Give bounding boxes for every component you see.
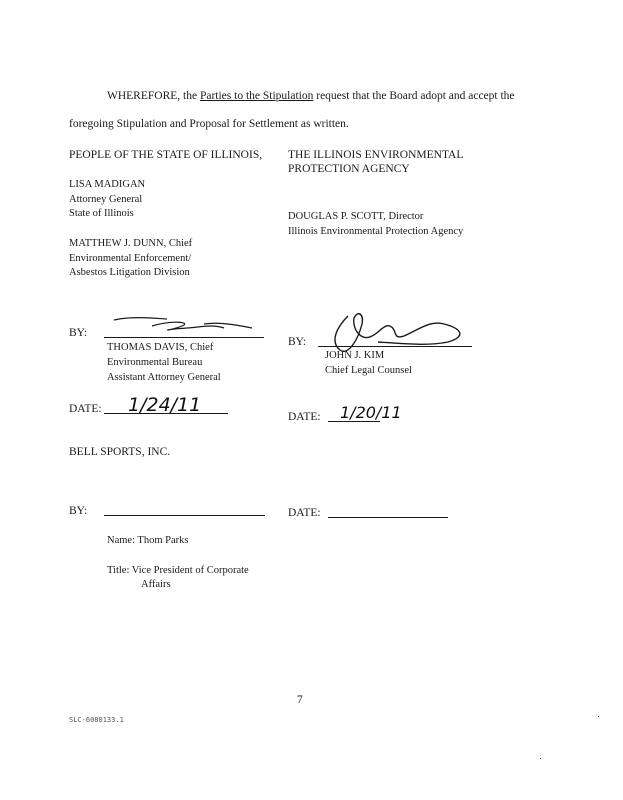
scan-speck: [598, 716, 599, 717]
director-name: DOUGLAS P. SCOTT, Director: [288, 211, 424, 222]
director-agency: Illinois Environmental Protection Agency: [288, 226, 464, 237]
chief-division-1: Environmental Enforcement/: [69, 253, 192, 264]
right-signature-line: [318, 346, 472, 347]
intro-line-2: foregoing Stipulation and Proposal for Settlement as written.: [69, 118, 349, 130]
left-signer-bureau: Environmental Bureau: [107, 357, 203, 368]
company-name: BELL SPORTS, INC.: [69, 446, 171, 458]
left-signature-scrawl: [112, 314, 262, 338]
right-party-header-2: PROTECTION AGENCY: [288, 163, 410, 175]
document-id: SLC-6080133.1: [69, 716, 124, 724]
ag-name: LISA MADIGAN: [69, 179, 146, 190]
left-by-label: BY:: [69, 327, 88, 339]
right-date-value: 1/20/11: [340, 403, 402, 422]
intro-line-1: [107, 89, 515, 103]
bell-signature-line: [104, 515, 265, 516]
scan-speck: [540, 758, 541, 759]
left-signature-line: [104, 337, 264, 338]
left-party-header: PEOPLE OF THE STATE OF ILLINOIS,: [69, 149, 263, 161]
bell-title-1: Title: Vice President of Corporate: [107, 565, 249, 576]
intro-suffix: request that the Board adopt and accept the: [313, 90, 515, 102]
right-party-header-1: THE ILLINOIS ENVIRONMENTAL: [288, 149, 464, 161]
intro-prefix: WHEREFORE, the: [107, 90, 200, 102]
ag-state: State of Illinois: [69, 208, 134, 219]
chief-name: MATTHEW J. DUNN, Chief: [69, 238, 193, 249]
chief-division-2: Asbestos Litigation Division: [69, 267, 190, 278]
bell-name: Name: Thom Parks: [107, 535, 189, 546]
bell-date-line: [328, 517, 448, 518]
left-date-label: DATE:: [69, 403, 102, 415]
left-signer-title: Assistant Attorney General: [107, 372, 221, 383]
left-signer-name: THOMAS DAVIS, Chief: [107, 342, 214, 353]
right-date-label: DATE:: [288, 411, 321, 423]
right-signer-name: JOHN J. KIM: [325, 350, 385, 361]
left-date-line: [104, 413, 228, 414]
right-signer-title: Chief Legal Counsel: [325, 365, 412, 376]
left-date-value: 1/24/11: [128, 394, 202, 416]
bell-by-label: BY:: [69, 505, 88, 517]
page-number: 7: [297, 694, 303, 706]
right-by-label: BY:: [288, 336, 307, 348]
bell-title-2: Affairs: [141, 579, 171, 590]
ag-title: Attorney General: [69, 194, 143, 205]
parties-link: Parties to the Stipulation: [199, 90, 314, 102]
bell-date-label: DATE:: [288, 507, 321, 519]
right-date-line: [328, 421, 380, 422]
